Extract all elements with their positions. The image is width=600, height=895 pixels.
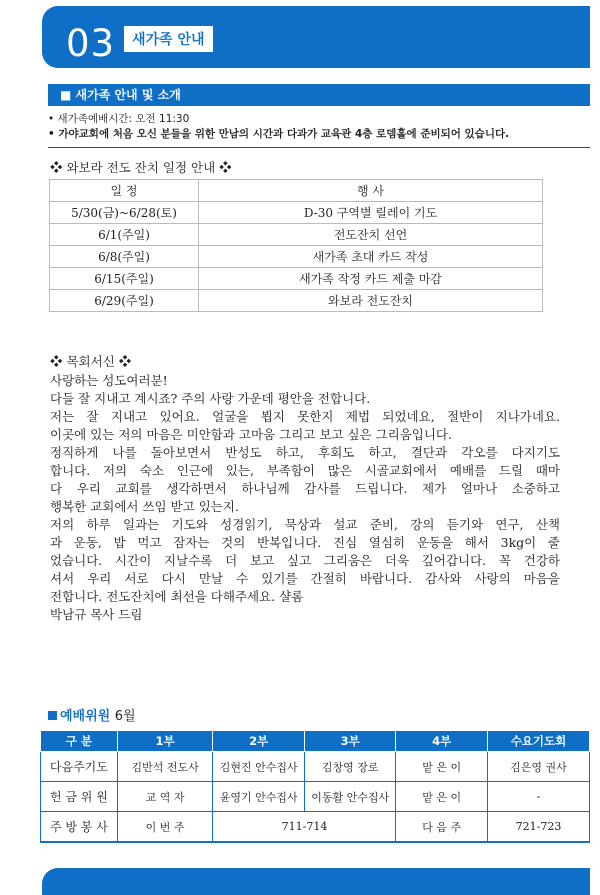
letter-line: 저는 잘 지내고 있어요. 얼굴을 뵙지 못한지 제법 되었네요, 절반이 지나가네요. (50, 409, 560, 424)
info-line: • 새가족예배시간: 오전 11:30 (48, 113, 190, 125)
header-cell: 3부 (304, 731, 396, 752)
worship-title: 예배위원 (60, 709, 111, 724)
letter-heading: ❖ 목회서신 ❖ (50, 354, 132, 369)
divider (48, 147, 590, 148)
letter-signature: 박남규 목사 드림 (50, 607, 143, 622)
date-cell: 6/15(주일) (50, 268, 199, 290)
worship-month: 6월 (114, 709, 136, 724)
letter-line: 이곳에 있는 저의 마음은 미안함과 고마움 그리고 보고 싶은 그리움입니다. (50, 427, 452, 442)
table-row (50, 246, 543, 268)
header-cell: 2부 (213, 731, 305, 752)
footer-banner (42, 868, 590, 895)
table-cell: 맡 은 이 (396, 782, 488, 812)
table-row (41, 752, 590, 782)
event-cell: D-30 구역별 릴레이 기도 (199, 202, 543, 224)
letter-line: 과 운동, 밥 먹고 잠자는 것의 반복입니다. 진심 열심히 운동을 해서 3kg이 줄 (50, 535, 560, 550)
table-cell: 김창영 장로 (304, 752, 396, 782)
worship-table (40, 730, 590, 843)
row-label: 다음주기도 (41, 752, 118, 782)
schedule-heading: ❖ 와보라 전도 잔치 일정 안내 ❖ (50, 160, 232, 175)
event-cell: 와보라 전도잔치 (199, 290, 543, 312)
table-cell: 맡 은 이 (396, 752, 488, 782)
row-label: 헌 금 위 원 (41, 782, 118, 812)
date-cell: 6/8(주일) (50, 246, 199, 268)
date-cell: 6/29(주일) (50, 290, 199, 312)
table-row (50, 224, 543, 246)
table-header-row (41, 731, 590, 752)
section-number: 03 (66, 22, 116, 65)
schedule-table (49, 179, 543, 312)
header-cell: 수요기도회 (487, 731, 589, 752)
table-cell: 교 역 자 (117, 782, 213, 812)
table-cell: 721-723 (487, 812, 589, 843)
table-cell: 김현진 안수집사 (213, 752, 305, 782)
letter-line: 정직하게 나를 돌아보면서 반성도 하고, 후회도 하고, 결단과 각오를 다지기도 (50, 445, 560, 460)
event-cell: 전도잔치 선언 (199, 224, 543, 246)
letter-line: 행복한 교회에서 쓰임 받고 있는지. (50, 499, 239, 514)
event-cell: 새가족 초대 카드 작성 (199, 246, 543, 268)
event-cell: 새가족 작정 카드 제출 마감 (199, 268, 543, 290)
table-row (50, 290, 543, 312)
pastoral-letter (50, 372, 560, 624)
row-label: 주 방 봉 사 (41, 812, 118, 843)
letter-line: 사랑하는 성도여러분! (50, 373, 168, 388)
header-cell: 1부 (117, 731, 213, 752)
table-cell: 다 음 주 (396, 812, 488, 843)
letter-line: 저의 하루 일과는 기도와 성경읽기, 묵상과 설교 준비, 강의 듣기와 연구, 산책 (50, 517, 560, 532)
header-cell: 구 분 (41, 731, 118, 752)
table-cell: - (487, 782, 589, 812)
table-cell: 김은영 권사 (487, 752, 589, 782)
table-cell: 이동활 안수집사 (304, 782, 396, 812)
letter-line: 합니다. 저의 숙소 인근에 있는, 부족함이 많은 시골교회에서 예배를 드릴 때마 (50, 463, 560, 478)
table-cell: 김반석 전도사 (117, 752, 213, 782)
date-cell: 5/30(금)~6/28(토) (50, 202, 199, 224)
letter-line: 다들 잘 지내고 계시죠? 주의 사랑 가운데 평안을 전합니다. (50, 391, 371, 406)
table-header-row (50, 180, 543, 202)
table-row (41, 782, 590, 812)
header-cell: 일 정 (50, 180, 199, 202)
newcomer-info (48, 112, 590, 142)
letter-line: 었습니다. 시간이 지날수록 더 보고 싶고 그리움은 더욱 깊어갑니다. 꼭 건강하 (50, 553, 560, 568)
letter-line: 다 우리 교회를 생각하면서 하나님께 감사를 드립니다. 제가 얼마나 소중하고 (50, 481, 560, 496)
table-row (41, 812, 590, 843)
table-cell: 윤영기 안수집사 (213, 782, 305, 812)
worship-heading (48, 705, 136, 724)
letter-line: 셔서 우리 서로 다시 만날 수 있기를 간절히 바랍니다. 감사와 사랑의 마음을 (50, 571, 560, 586)
section-title-bar: ■ 새가족 안내 및 소개 (48, 84, 590, 106)
page-title: 새가족 안내 (124, 26, 213, 52)
table-cell: 711-714 (213, 812, 396, 843)
square-bullet-icon (48, 711, 57, 720)
table-row (50, 268, 543, 290)
table-row (50, 202, 543, 224)
letter-line: 전합니다. 전도잔치에 최선을 다해주세요. 샬롬 (50, 589, 304, 604)
date-cell: 6/1(주일) (50, 224, 199, 246)
info-line: • 가야교회에 처음 오신 분들을 위한 만남의 시간과 다과가 교육관 4층 로뎀홀에 준비되어 있습니다. (48, 128, 510, 140)
header-cell: 행 사 (199, 180, 543, 202)
header-cell: 4부 (396, 731, 488, 752)
table-cell: 이 번 주 (117, 812, 213, 843)
